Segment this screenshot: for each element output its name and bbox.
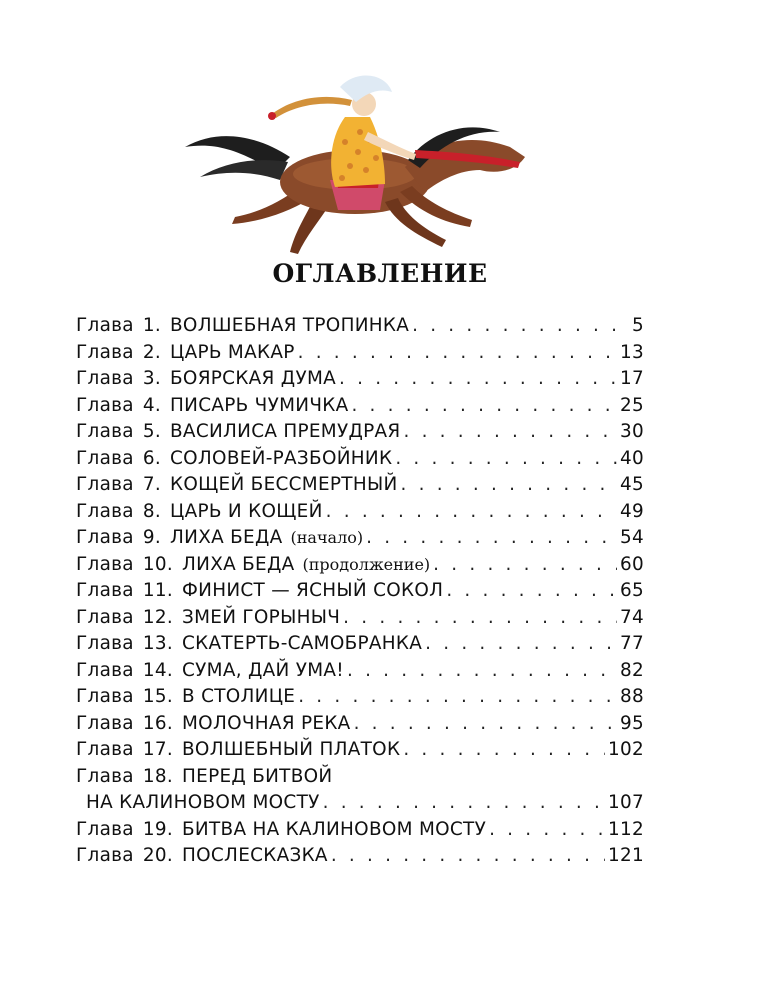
chapter-note: (начало) bbox=[290, 528, 364, 547]
chapter-word: Глава bbox=[76, 686, 134, 707]
page-number: 17 bbox=[619, 368, 644, 389]
chapter-number: 13. bbox=[142, 633, 174, 654]
page-number: 49 bbox=[619, 500, 644, 522]
page-number: 102 bbox=[607, 739, 644, 760]
chapter-word: Глава bbox=[76, 659, 134, 681]
toc-entry bbox=[76, 607, 644, 634]
toc-entry bbox=[76, 342, 644, 369]
chapter-note: (продолжение) bbox=[302, 554, 431, 574]
toc-entry bbox=[76, 448, 644, 475]
chapter-title: КОЩЕЙ БЕССМЕРТНЫЙ bbox=[170, 474, 398, 495]
dot-leader bbox=[446, 580, 617, 601]
chapter-title: ЛИХА БЕДА bbox=[182, 553, 295, 575]
chapter-title: ЗМЕЙ ГОРЫНЫЧ bbox=[182, 606, 341, 628]
chapter-word: Глава bbox=[76, 606, 134, 628]
chapter-title: ЛИХА БЕДА bbox=[170, 527, 283, 548]
chapter-title: СОЛОВЕЙ-РАЗБОЙНИК bbox=[170, 447, 393, 469]
dot-leader bbox=[489, 819, 605, 840]
chapter-word: Глава bbox=[76, 765, 134, 787]
chapter-title: МОЛОЧНАЯ РЕКА bbox=[182, 712, 351, 734]
chapter-number: 5. bbox=[142, 421, 162, 442]
toc-entry bbox=[76, 845, 644, 872]
dot-leader bbox=[298, 686, 617, 707]
toc-entry bbox=[76, 368, 644, 395]
toc-entry bbox=[76, 660, 644, 687]
chapter-word: Глава bbox=[76, 500, 134, 522]
chapter-title: ПИСАРЬ ЧУМИЧКА bbox=[170, 394, 349, 416]
chapter-number: 10. bbox=[142, 553, 174, 575]
chapter-title: ПОСЛЕСКАЗКА bbox=[182, 845, 328, 866]
page-number: 77 bbox=[619, 633, 644, 654]
toc-entry bbox=[76, 686, 644, 713]
chapter-word: Глава bbox=[76, 368, 134, 389]
chapter-number: 20. bbox=[142, 845, 174, 866]
chapter-number: 11. bbox=[142, 580, 174, 601]
page-number: 5 bbox=[631, 315, 644, 336]
chapter-number: 8. bbox=[142, 500, 162, 522]
chapter-word: Глава bbox=[76, 553, 134, 575]
chapter-number: 9. bbox=[142, 527, 162, 548]
chapter-title: В СТОЛИЦЕ bbox=[182, 686, 296, 707]
dot-leader bbox=[347, 660, 617, 681]
toc-entry bbox=[76, 739, 644, 766]
toc-entry bbox=[76, 554, 644, 581]
page-number: 95 bbox=[619, 712, 644, 734]
page-number: 13 bbox=[619, 341, 644, 363]
dot-leader bbox=[404, 421, 617, 442]
chapter-word: Глава bbox=[76, 315, 134, 336]
toc-entry bbox=[76, 713, 644, 740]
girl-on-horse-illustration bbox=[180, 62, 540, 262]
chapter-title: ВОЛШЕБНЫЙ ПЛАТОК bbox=[182, 739, 401, 760]
chapter-title: ЦАРЬ МАКАР bbox=[170, 341, 295, 363]
toc-entry bbox=[76, 421, 644, 448]
chapter-title: ПЕРЕД БИТВОЙ bbox=[182, 765, 333, 787]
page-title: ОГЛАВЛЕНИЕ bbox=[272, 259, 488, 288]
chapter-word: Глава bbox=[76, 818, 134, 840]
chapter-title: ВАСИЛИСА ПРЕМУДРАЯ bbox=[170, 421, 401, 442]
page-number: 30 bbox=[619, 421, 644, 442]
chapter-title: ФИНИСТ — ЯСНЫЙ СОКОЛ bbox=[182, 580, 444, 601]
dot-leader bbox=[331, 845, 605, 866]
page-number: 88 bbox=[619, 686, 644, 707]
chapter-number: 15. bbox=[142, 686, 174, 707]
chapter-title: ВОЛШЕБНАЯ ТРОПИНКА bbox=[170, 315, 410, 336]
dot-leader bbox=[298, 342, 617, 363]
chapter-title: БИТВА НА КАЛИНОВОМ МОСТУ bbox=[182, 818, 487, 840]
chapter-number: 16. bbox=[142, 712, 174, 734]
chapter-number: 19. bbox=[142, 818, 174, 840]
toc-entry bbox=[76, 580, 644, 607]
chapter-word: Глава bbox=[76, 633, 134, 654]
chapter-word: Глава bbox=[76, 527, 134, 548]
page-number: 40 bbox=[619, 447, 644, 469]
chapter-title: СКАТЕРТЬ-САМОБРАНКА bbox=[182, 633, 423, 654]
chapter-word: Глава bbox=[76, 474, 134, 495]
page-number: 25 bbox=[619, 394, 644, 416]
chapter-number: 7. bbox=[142, 474, 162, 495]
toc-entry bbox=[76, 633, 644, 660]
dot-leader bbox=[323, 792, 605, 813]
toc-entry bbox=[76, 474, 644, 501]
page-number: 54 bbox=[619, 527, 644, 548]
chapter-word: Глава bbox=[76, 394, 134, 416]
chapter-title: БОЯРСКАЯ ДУМА bbox=[170, 368, 337, 389]
chapter-number: 17. bbox=[142, 739, 174, 760]
dot-leader bbox=[412, 315, 629, 336]
chapter-number: 1. bbox=[142, 315, 162, 336]
page-number: 60 bbox=[619, 553, 644, 575]
chapter-word: Глава bbox=[76, 845, 134, 866]
dot-leader bbox=[403, 739, 605, 760]
dot-leader bbox=[366, 527, 617, 548]
chapter-number: 18. bbox=[142, 765, 174, 787]
chapter-word: Глава bbox=[76, 739, 134, 760]
chapter-number: 2. bbox=[142, 341, 162, 363]
chapter-number: 4. bbox=[142, 394, 162, 416]
dot-leader bbox=[395, 448, 617, 469]
toc-entry bbox=[76, 766, 644, 793]
toc-entry bbox=[76, 315, 644, 342]
page-number: 82 bbox=[619, 659, 644, 681]
chapter-word: Глава bbox=[76, 341, 134, 363]
page-number: 45 bbox=[619, 474, 644, 495]
page-number: 65 bbox=[619, 580, 644, 601]
chapter-number: 3. bbox=[142, 368, 162, 389]
chapter-number: 12. bbox=[142, 606, 174, 628]
toc-entry bbox=[76, 527, 644, 554]
dot-leader bbox=[351, 395, 617, 416]
chapter-number: 14. bbox=[142, 659, 174, 681]
dot-leader bbox=[354, 713, 617, 734]
table-of-contents bbox=[76, 315, 644, 872]
chapter-word: Глава bbox=[76, 421, 134, 442]
page-number: 112 bbox=[607, 818, 644, 840]
chapter-title: СУМА, ДАЙ УМА! bbox=[182, 659, 344, 681]
dot-leader bbox=[401, 474, 617, 495]
dot-leader bbox=[339, 368, 617, 389]
chapter-word: Глава bbox=[76, 580, 134, 601]
toc-entry bbox=[76, 395, 644, 422]
page-number: 107 bbox=[607, 792, 644, 813]
dot-leader bbox=[326, 501, 617, 522]
dot-leader bbox=[433, 554, 617, 575]
toc-entry bbox=[76, 501, 644, 528]
page-number: 121 bbox=[607, 845, 644, 866]
chapter-word: Глава bbox=[76, 447, 134, 469]
dot-leader bbox=[425, 633, 617, 654]
chapter-title: ЦАРЬ И КОЩЕЙ bbox=[170, 500, 323, 522]
chapter-number: 6. bbox=[142, 447, 162, 469]
toc-entry-continuation bbox=[76, 792, 644, 819]
toc-entry bbox=[76, 819, 644, 846]
dot-leader bbox=[343, 607, 617, 628]
chapter-title-continuation: НА КАЛИНОВОМ МОСТУ bbox=[86, 792, 320, 813]
chapter-word: Глава bbox=[76, 712, 134, 734]
page-number: 74 bbox=[619, 606, 644, 628]
